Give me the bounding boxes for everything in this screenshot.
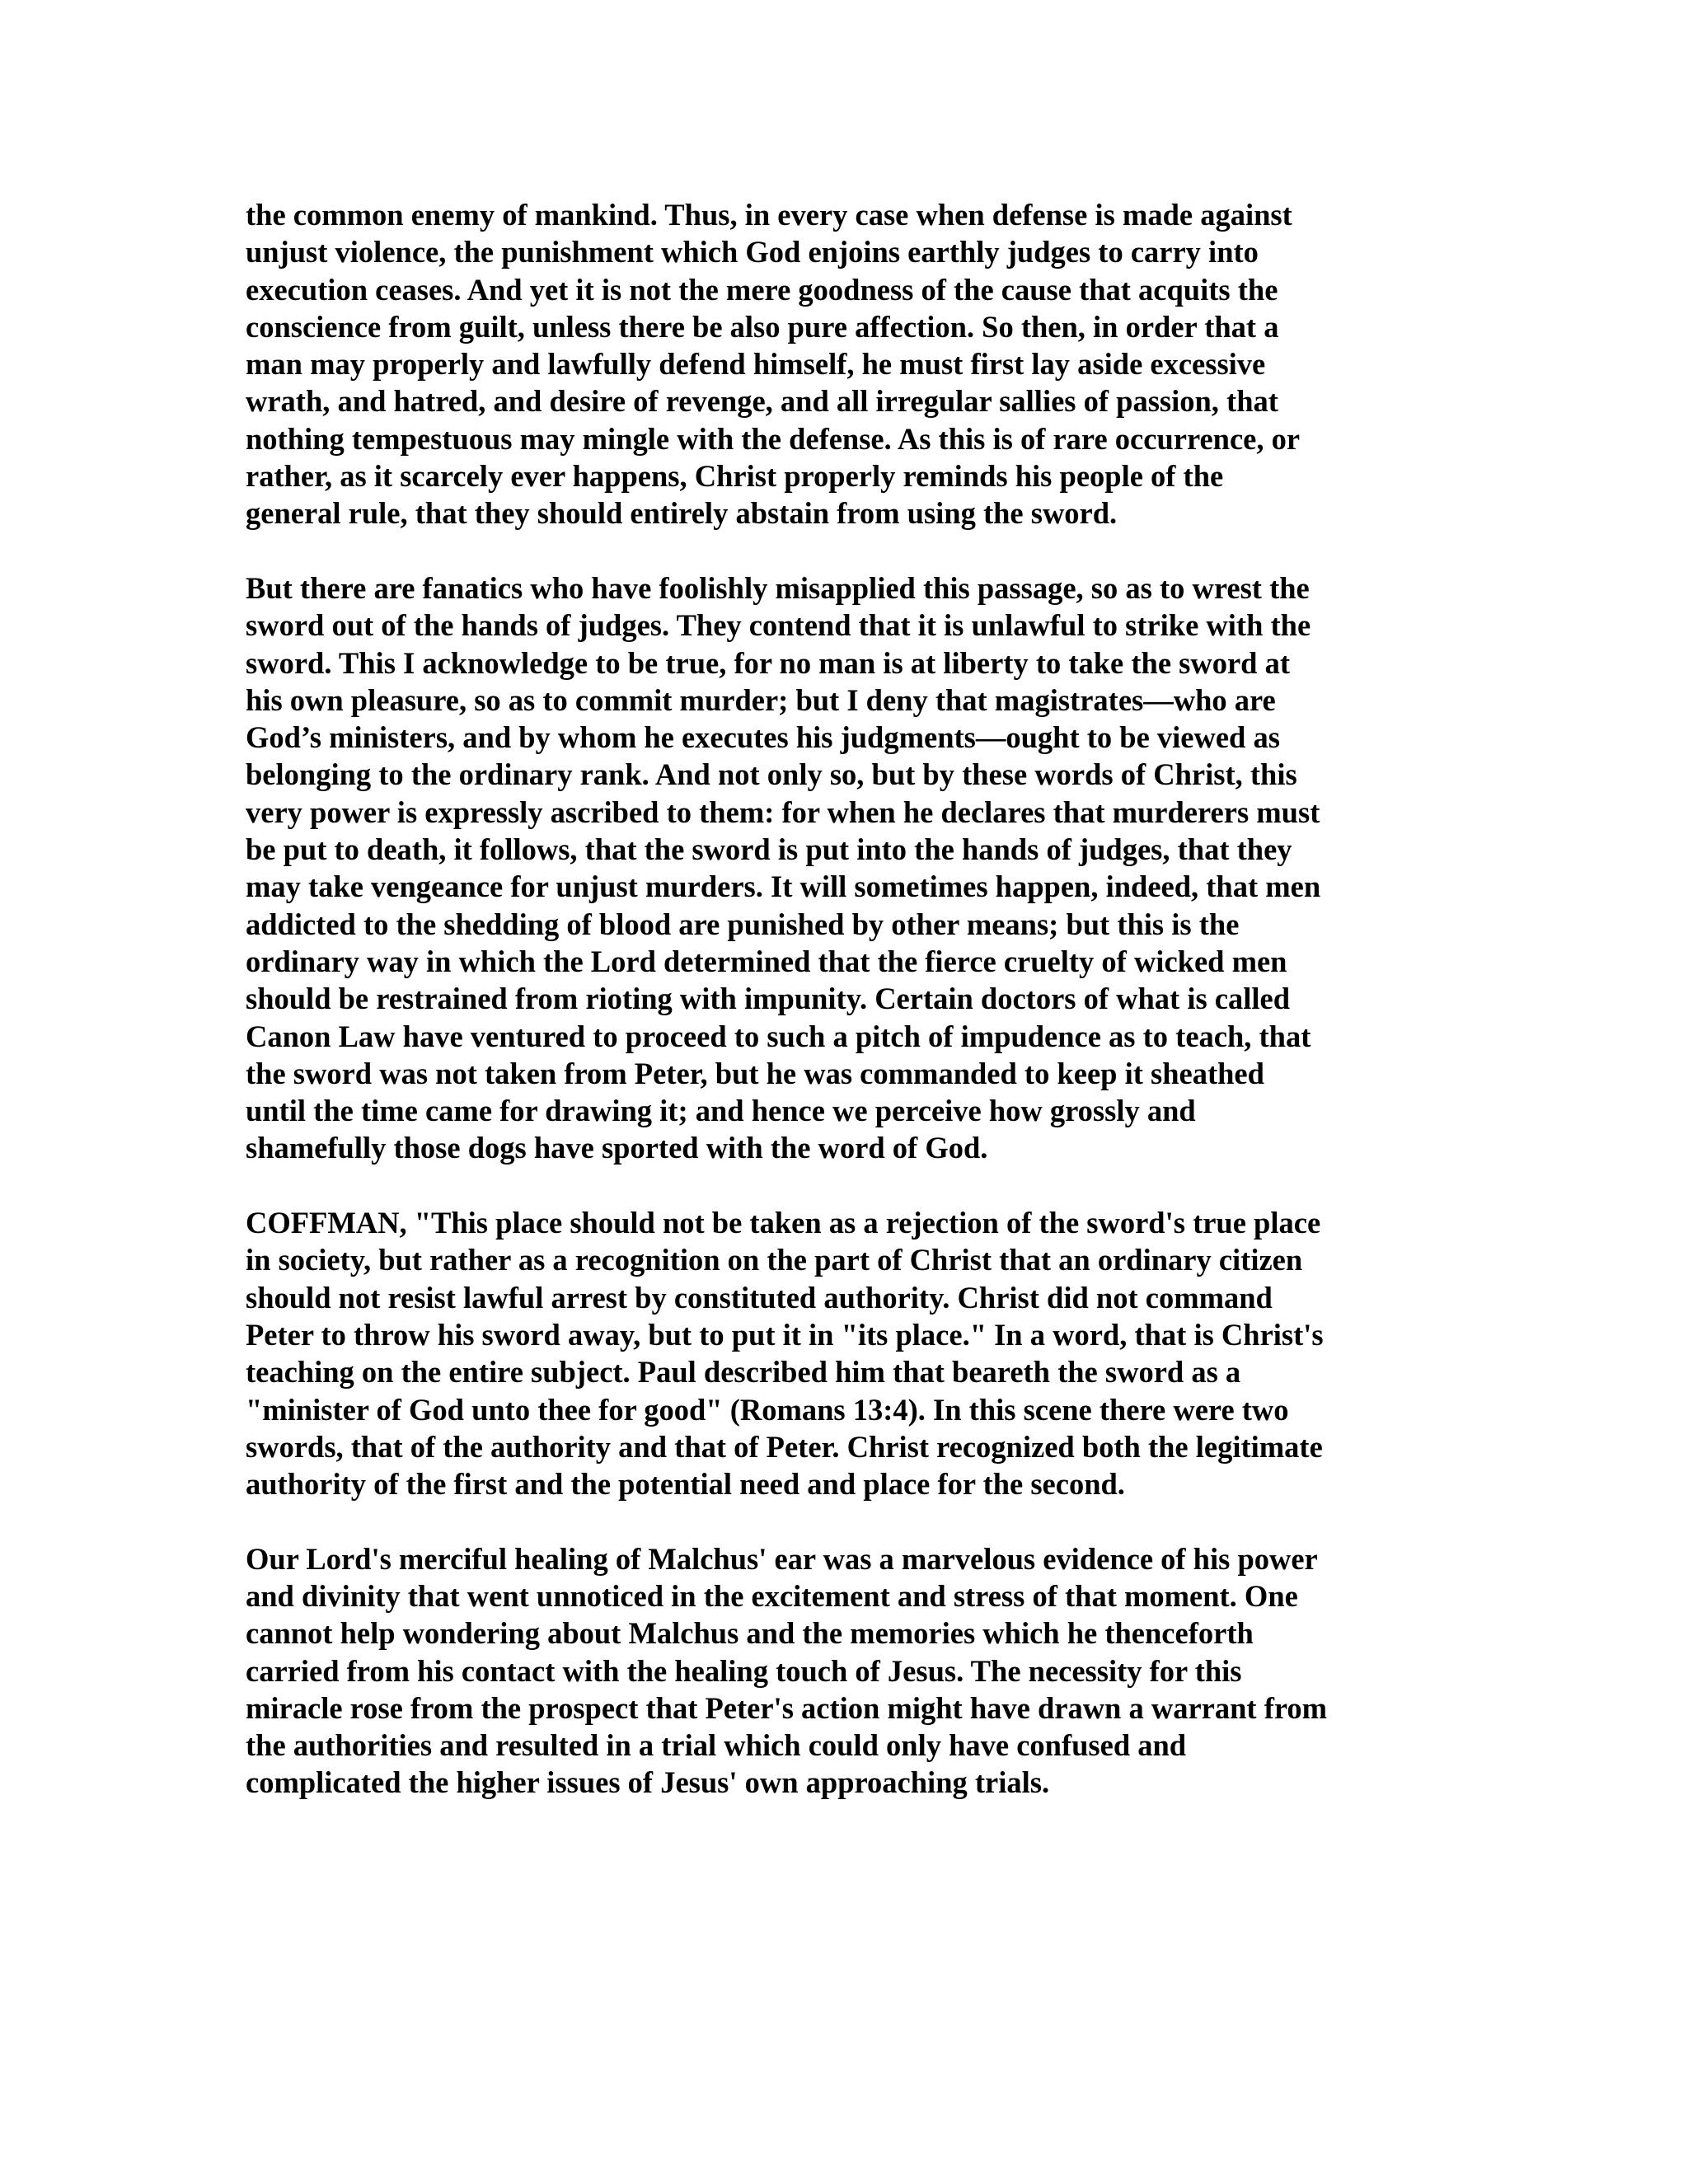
text-line: "minister of God unto thee for good" (Romans 13:4). In this scene there were two (246, 1392, 1289, 1427)
text-line: execution ceases. And yet it is not the mere goodness of the cause that acquits the (246, 272, 1278, 307)
paragraph-2 (246, 569, 1457, 1167)
text-line: very power is expressly ascribed to them: for when he declares that murderers must (246, 794, 1320, 829)
text-line: unjust violence, the punishment which God enjoins earthly judges to carry into (246, 235, 1259, 269)
text-line: teaching on the entire subject. Paul described him that beareth the sword as a (246, 1355, 1241, 1390)
text-line: Canon Law have ventured to proceed to such a pitch of impudence as to teach, that (246, 1019, 1311, 1053)
text-line: addicted to the shedding of blood are punished by other means; but this is the (246, 907, 1240, 941)
text-line: Our Lord's merciful healing of Malchus' ear was a marvelous evidence of his power (246, 1541, 1318, 1576)
text-line: conscience from guilt, unless there be also pure affection. So then, in order that a (246, 309, 1279, 344)
text-line: wrath, and hatred, and desire of revenge, and all irregular sallies of passion, that (246, 384, 1278, 419)
text-line: But there are fanatics who have foolishly misapplied this passage, so as to wrest the (246, 570, 1310, 605)
paragraph-3 (246, 1204, 1457, 1502)
text-line: carried from his contact with the healing touch of Jesus. The necessity for this (246, 1653, 1242, 1688)
text-line: may take vengeance for unjust murders. It will sometimes happen, indeed, that men (246, 869, 1321, 904)
text-line: his own pleasure, so as to commit murder; but I deny that magistrates—who are (246, 682, 1276, 717)
text-line: complicated the higher issues of Jesus' own approaching trials. (246, 1765, 1050, 1800)
text-line: man may properly and lawfully defend himself, he must first lay aside excessive (246, 347, 1266, 382)
text-line: in society, but rather as a recognition on the part of Christ that an ordinary citizen (246, 1243, 1303, 1277)
text-line: authority of the first and the potential need and place for the second. (246, 1467, 1125, 1502)
text-line: and divinity that went unnoticed in the excitement and stress of that moment. One (246, 1578, 1298, 1613)
text-line: God’s ministers, and by whom he executes his judgments—ought to be viewed as (246, 720, 1280, 755)
text-line: swords, that of the authority and that of Peter. Christ recognized both the legitimate (246, 1429, 1323, 1464)
paragraph-1 (246, 196, 1457, 532)
text-line: COFFMAN, "This place should not be taken as a rejection of the sword's true place (246, 1206, 1321, 1240)
text-line: should be restrained from rioting with impunity. Certain doctors of what is called (246, 982, 1291, 1016)
text-line: cannot help wondering about Malchus and the memories which he thenceforth (246, 1616, 1254, 1651)
text-line: belonging to the ordinary rank. And not only so, but by these words of Christ, this (246, 757, 1297, 792)
paragraph-4 (246, 1540, 1457, 1802)
text-line: the common enemy of mankind. Thus, in every case when defense is made against (246, 198, 1292, 232)
text-line: should not resist lawful arrest by constituted authority. Christ did not command (246, 1280, 1273, 1315)
text-line: general rule, that they should entirely abstain from using the sword. (246, 496, 1118, 531)
text-line: shamefully those dogs have sported with the word of God. (246, 1131, 988, 1165)
document-page (246, 196, 1457, 1839)
text-line: Peter to throw his sword away, but to put it in "its place." In a word, that is Christ's (246, 1317, 1324, 1352)
text-line: rather, as it scarcely ever happens, Christ properly reminds his people of the (246, 459, 1224, 494)
text-line: nothing tempestuous may mingle with the defense. As this is of rare occurrence, or (246, 421, 1301, 456)
text-line: the authorities and resulted in a trial which could only have confused and (246, 1728, 1187, 1763)
text-line: sword out of the hands of judges. They contend that it is unlawful to strike with the (246, 608, 1311, 643)
text-line: sword. This I acknowledge to be true, for no man is at liberty to take the sword at (246, 645, 1291, 680)
text-line: miracle rose from the prospect that Peter's action might have drawn a warrant from (246, 1690, 1328, 1725)
text-line: until the time came for drawing it; and hence we perceive how grossly and (246, 1094, 1196, 1128)
text-line: ordinary way in which the Lord determined that the fierce cruelty of wicked men (246, 944, 1287, 978)
text-line: the sword was not taken from Peter, but he was commanded to keep it sheathed (246, 1056, 1264, 1090)
text-line: be put to death, it follows, that the sword is put into the hands of judges, that they (246, 832, 1292, 867)
